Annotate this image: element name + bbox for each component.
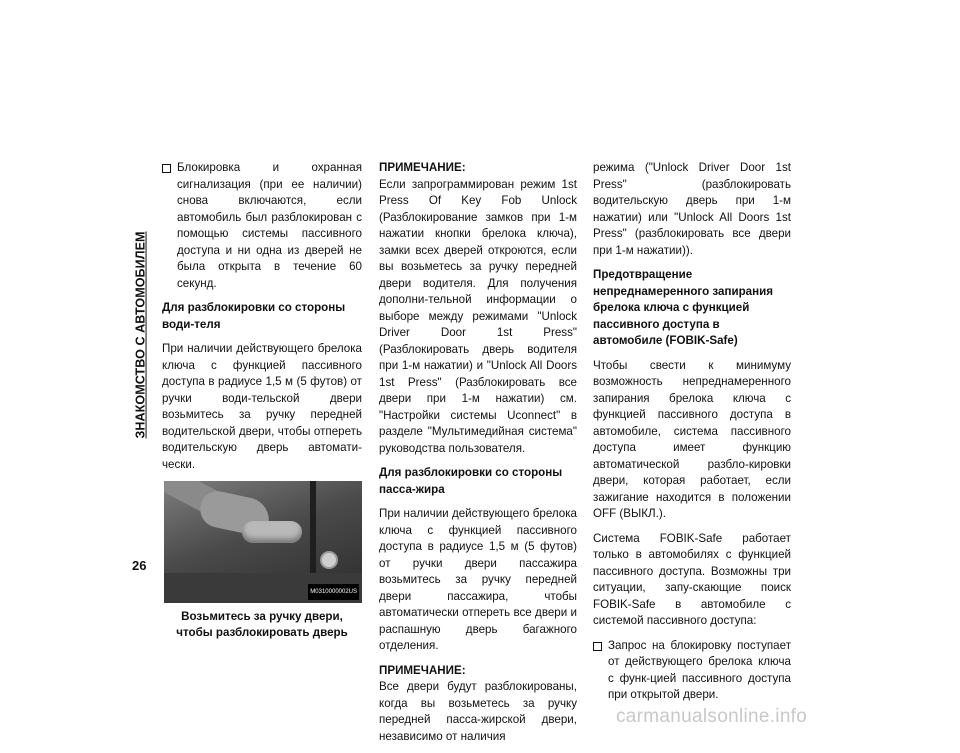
bullet-item bbox=[162, 160, 362, 292]
paragraph-continued: режима ("Unlock Driver Door 1st Press" (разблокировать водительскую дверь при 1-м нажатии) или "Unlock All Doors 1st Press" (разблокировать все двери при 1-м нажатии)). bbox=[593, 161, 791, 257]
section-heading: Для разблокировки со стороны води-теля bbox=[162, 301, 346, 331]
checkbox-bullet-icon bbox=[593, 642, 602, 651]
watermark: carmanualsonline.info bbox=[616, 706, 808, 727]
paragraph: Система FOBIK-Safe работает только в автомобилях с функцией пассивного доступа. Возможны три ситуации, запу-скающие поиск FOBIK-Safe в автомобиле с системой пассивного доступа: bbox=[593, 531, 791, 627]
note-title: ПРИМЕЧАНИЕ: bbox=[379, 663, 466, 677]
checkbox-bullet-icon bbox=[162, 164, 171, 173]
note-text: Все двери будут разблокированы, когда вы возьметесь за ручку передней пасса-жирской двери, независимо от наличия bbox=[379, 680, 577, 743]
paragraph: При наличии действующего брелока ключа с функцией пассивного доступа в радиусе 1,5 м (5 футов) от ручки води-тельской двери возьмитесь за ручку передней водительской двери, чтобы отпереть водительскую дверь автомати-чески. bbox=[162, 342, 362, 471]
section-heading: Для разблокировки со стороны пасса-жира bbox=[379, 466, 563, 496]
figure-caption: Возьмитесь за ручку двери, чтобы разблокировать дверь bbox=[176, 610, 348, 639]
paragraph: При наличии действующего брелока ключа с функцией пассивного доступа в радиусе 1,5 м (5 футов) от ручки двери пассажира возьмитесь за ручку передней двери пассажира, чтобы автоматически отпереть все двери и распашную дверь багажного отделения. bbox=[379, 507, 577, 652]
photo-lock-cylinder bbox=[320, 551, 338, 569]
photo-code: M0310000002US bbox=[308, 584, 359, 601]
column-2 bbox=[379, 160, 577, 753]
bullet-item bbox=[593, 638, 791, 704]
section-side-tab bbox=[131, 170, 151, 500]
paragraph: Чтобы свести к минимуму возможность непреднамеренного запирания брелока ключа с функцией пассивного доступа в автомобиле, система пассивного доступа имеет функцию автоматической разбло-кировки двери, которая работает, если зажигание находится в положении OFF (ВЫКЛ.). bbox=[593, 358, 791, 520]
column-1 bbox=[162, 160, 362, 640]
note-title: ПРИМЕЧАНИЕ: bbox=[379, 161, 466, 174]
section-heading: Предотвращение непреднамеренного запирания брелока ключа с функцией пассивного доступа в автомобиле (FOBIK-Safe) bbox=[593, 268, 774, 347]
note-text: Если запрограммирован режим 1st Press Of Key Fob Unlock (Разблокирование замков при 1-м нажатии кнопки брелока ключа), замки всех дверей откроются, если вы возьметесь за ручку передней двери водителя. Для получения дополни-тельной информации о выборе между режимами "Unlock Driver Door 1st Press" (Разблокировать дверь водителя при 1-м нажатии) и "Unlock All Doors 1st Press" (Разблокировать все двери при 1-м нажатии) см. "Настройки системы Uconnect" в разделе "Мультимедийная система" руководства пользователя. bbox=[379, 177, 577, 455]
section-title: ЗНАКОМСТВО С АВТОМОБИЛЕМ bbox=[134, 231, 149, 439]
photo-door-handle bbox=[242, 521, 302, 543]
door-handle-photo bbox=[164, 481, 362, 603]
page-number: 26 bbox=[132, 558, 147, 573]
bullet-text: Блокировка и охранная сигнализация (при ее наличии) снова включаются, если автомобиль был разблокирован с помощью системы пассивного доступа и ни одна из дверей не была открыта в течение 60 секунд. bbox=[177, 161, 362, 290]
bullet-text: Запрос на блокировку поступает от действующего брелока ключа с функ-цией пассивного доступа при открытой двери. bbox=[608, 638, 791, 701]
column-3 bbox=[593, 160, 791, 712]
